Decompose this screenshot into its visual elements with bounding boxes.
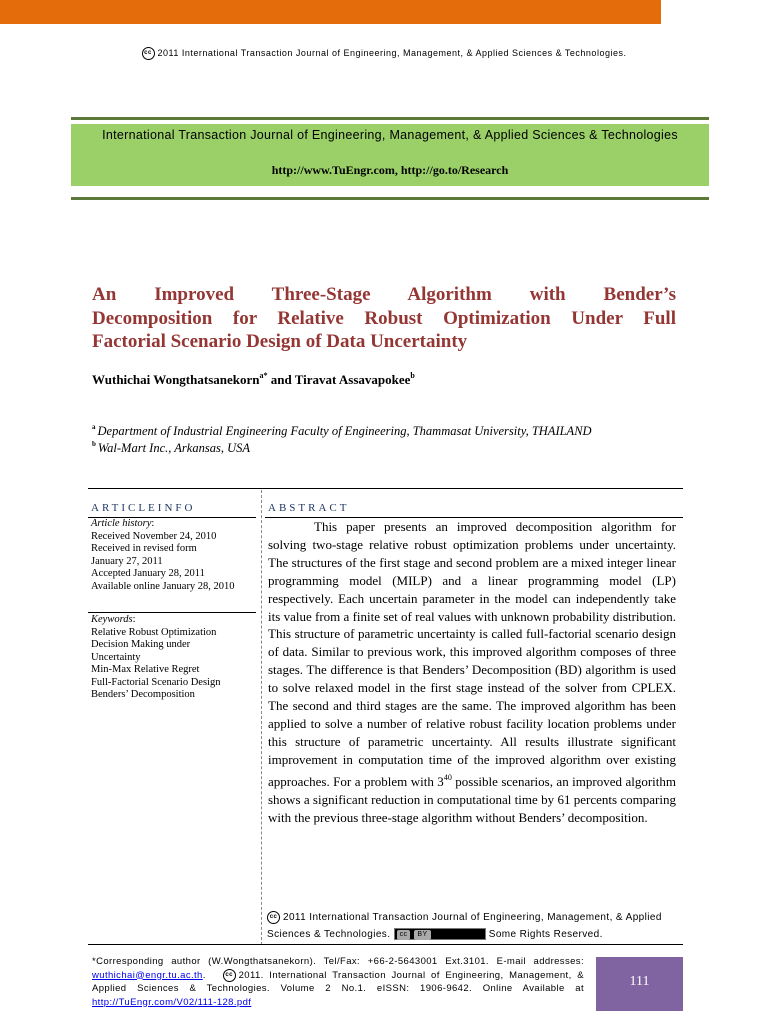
affiliation-a: [92, 423, 592, 439]
header-rule-bottom: [71, 197, 709, 200]
abstract-paragraph: This paper presents an improved decomposition algorithm for solving two-stage relative robust optimization problems under uncertainty. The structures of the first stage and second problem are a mixed integer linear programming model (MILP) and a linear programming model (LP) respectively. Each uncertain parameter in the model can independently take its value from a finite set of real values with unknown probability distribution. This structure of parametric uncertainty is called full-factorial scenario design of data. Similar to previous work, this improved algorithm composes of three stages. The difference is that Benders’ Decomposition (BD) algorithm is used to solve relaxed model in the first stage instead of the solver from CPLEX. The second and third stages are the same. The improved algorithm has been applied to solve a number of relative robust facility location problems under this structure of parametric uncertainty. All results illustrate significant improvement in computation time of the improved algorithm over existing approaches. For a problem with $3^{40}$ possible scenarios, an improved algorithm shows a significant reduction in computational time by 61 percents comparing with the previous three-stage algorithm without Benders’ decomposition.: [268, 519, 677, 825]
history-entry: Accepted January 28, 2011: [91, 568, 205, 579]
title-line-2: Decomposition for Relative Robust Optimization Under Full: [92, 307, 676, 329]
divider: [88, 488, 683, 489]
affiliation-marker: b: [92, 440, 96, 448]
history-entry: Received in revised form: [91, 543, 197, 554]
creative-commons-icon: cc: [267, 911, 280, 924]
email-link[interactable]: wuthichai@engr.tu.ac.th: [92, 969, 203, 981]
header-rule-top: [71, 117, 709, 120]
history-label: Article history: [91, 518, 152, 529]
column-divider: [261, 490, 262, 945]
title-line-3: Factorial Scenario Design of Data Uncertainty: [92, 331, 468, 352]
abstract-heading: ABSTRACT: [268, 502, 350, 514]
copyright-line: 2011 International Transaction Journal of Engineering, Management, & Applied Sciences & Technologies.: [157, 47, 627, 58]
rights-text: Some Rights Reserved.: [488, 929, 603, 940]
corresponding-author-footnote: *Corresponding author (W.Wongthatsanekorn). Tel/Fax: +66-2-5643001 Ext.3101. E-mail addresses: wuthichai@engr.tu.ac.th. cc 2011. International Transaction Journal of Engineering, Management, & Applied Sciences & Technologies. Volume 2 No.1. eISSN: 1906-9642. Online Available at http://TuEngr.com/V02/111-128.pdf: [92, 956, 584, 1008]
keyword: Decision Making under: [91, 639, 191, 650]
keyword: Uncertainty: [91, 651, 141, 663]
abstract-copyright-text: 2011 International Transaction Journal of Engineering, Management, & Applied Sciences & Technologies.: [267, 912, 662, 940]
affiliation-text: Department of Industrial Engineering Faculty of Engineering, Thammasat University, THAILAND: [97, 424, 592, 438]
title-line-1: An Improved Three-Stage Algorithm with Bender’s: [92, 284, 676, 305]
affiliation-marker: a: [92, 423, 96, 431]
keywords-label: Keywords: [91, 614, 133, 625]
keywords-heading: Keywords:: [91, 614, 136, 625]
author-conjunction: and: [267, 372, 295, 387]
abstract-body: [268, 518, 676, 826]
history-entry: Received November 24, 2010: [91, 530, 217, 542]
author-marker: a*: [259, 371, 268, 380]
divider: [88, 612, 256, 613]
keywords: [91, 614, 257, 702]
article-url-link[interactable]: http://TuEngr.com/V02/111-128.pdf: [92, 996, 252, 1008]
cc-by-license-badge[interactable]: cc BY: [394, 928, 486, 940]
header-orange-bar: [0, 0, 661, 24]
journal-name: International Transaction Journal of Engineering, Management, & Applied Sciences & Technologies: [102, 128, 678, 142]
article-history: [91, 518, 257, 593]
keyword: Full-Factorial Scenario Design: [91, 676, 221, 688]
article-title: [92, 283, 676, 354]
creative-commons-icon: cc: [223, 969, 236, 982]
keyword: Relative Robust Optimization: [91, 626, 217, 638]
article-info-heading: ARTICLEINFO: [91, 502, 196, 514]
affiliation-text: Wal-Mart Inc., Arkansas, USA: [97, 441, 250, 455]
history-entry: Available online January 28, 2010: [91, 580, 235, 592]
superscript: 40: [443, 772, 452, 782]
page-number: 111: [596, 957, 683, 1011]
affiliation-b: [92, 440, 250, 456]
divider: [88, 944, 683, 945]
keyword: Benders’ Decomposition: [91, 689, 195, 700]
abstract-copyright: [267, 909, 687, 943]
author-list: [92, 371, 415, 388]
journal-urls[interactable]: http://www.TuEngr.com, http://go.to/Research: [271, 163, 509, 177]
author-marker: b: [410, 371, 415, 380]
keyword: Min-Max Relative Regret: [91, 664, 200, 675]
creative-commons-icon: cc: [142, 47, 155, 60]
history-heading: Article history:: [91, 518, 155, 529]
author-name: Wuthichai Wongthatsanekorn: [92, 372, 260, 387]
author-name: Tiravat Assavapokee: [294, 372, 411, 387]
header-copyright: [0, 47, 768, 60]
history-entry: January 27, 2011: [91, 555, 163, 567]
